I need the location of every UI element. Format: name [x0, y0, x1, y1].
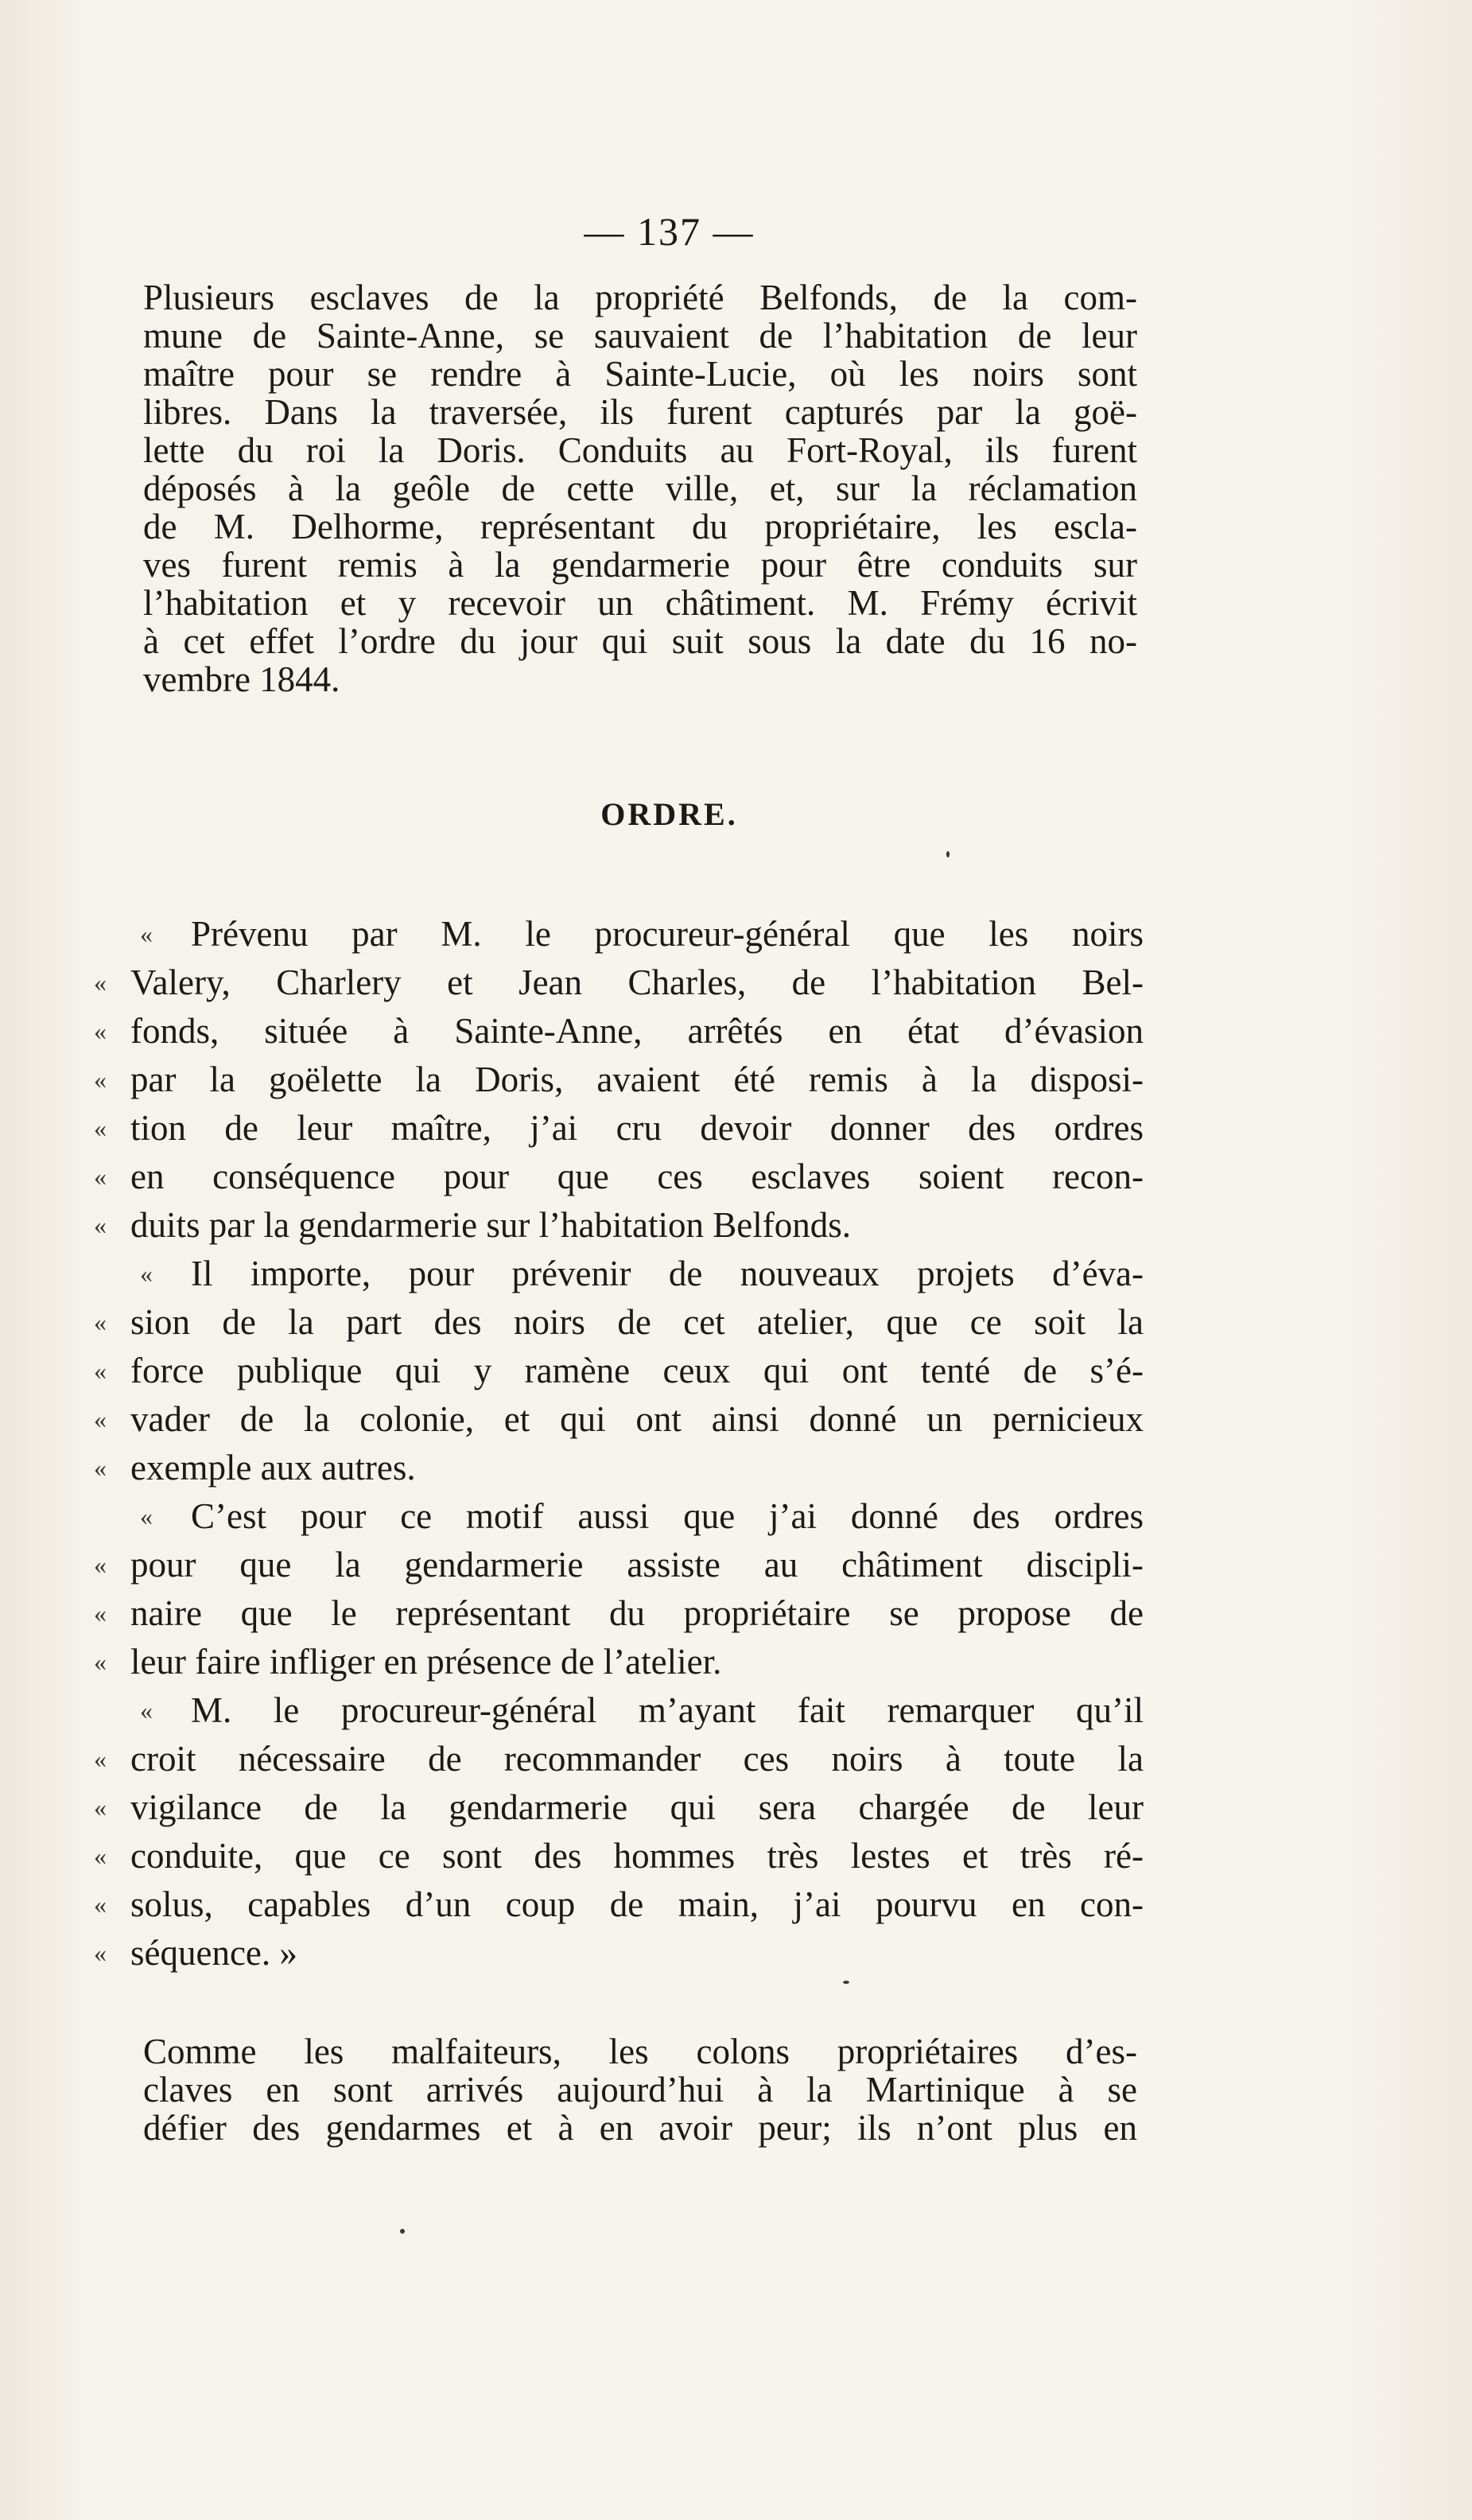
quote-line — [94, 1298, 1144, 1347]
quotation-mark: « — [94, 1793, 107, 1822]
quote-line-text: en conséquence pour que ces esclaves soient recon- — [130, 1157, 1144, 1196]
quote-line — [94, 1929, 1144, 1978]
text-line: de M. Delhorme, représentant du propriétaire, les escla- — [143, 507, 1137, 546]
quote-line — [94, 1007, 1144, 1056]
paragraph-conclusion — [143, 2032, 1137, 2147]
quote-line-text: Il importe, pour prévenir de nouveaux projets d’éva- — [191, 1254, 1144, 1293]
section-heading: ORDRE. — [600, 796, 738, 832]
quotation-mark: « — [94, 968, 107, 997]
quote-line-text: tion de leur maître, j’ai cru devoir donner des ordres — [130, 1108, 1144, 1148]
quote-line-text: séquence. » — [130, 1933, 297, 1973]
quotation-mark: « — [94, 1065, 107, 1094]
text-line: Comme les malfaiteurs, les colons propriétaires d’es- — [143, 2032, 1137, 2071]
quote-line — [94, 1250, 1144, 1298]
text-line: maître pour se rendre à Sainte-Lucie, où les noirs sont — [143, 354, 1137, 394]
quote-line-text: conduite, que ce sont des hommes très lestes et très ré- — [130, 1836, 1144, 1876]
quote-line-text: solus, capables d’un coup de main, j’ai pourvu en con- — [130, 1884, 1144, 1924]
text-line: à cet effet l’ordre du jour qui suit sous la date du 16 no- — [143, 621, 1137, 661]
quote-line-text: vigilance de la gendarmerie qui sera chargée de leur — [130, 1787, 1144, 1827]
quote-line — [94, 1492, 1144, 1541]
text-line: claves en sont arrivés aujourd’hui à la Martinique à se — [143, 2070, 1137, 2110]
quote-line — [94, 1783, 1144, 1832]
text-line: mune de Sainte-Anne, se sauvaient de l’habitation de leur — [143, 316, 1137, 356]
paragraph-intro — [143, 278, 1137, 698]
quotation-mark: « — [94, 1405, 107, 1433]
quote-line — [94, 1735, 1144, 1783]
quote-line — [94, 959, 1144, 1007]
quotation-mark: « — [94, 1453, 107, 1482]
quote-line-text: sion de la part des noirs de cet atelier, que ce soit la — [130, 1302, 1144, 1342]
quoted-order — [94, 910, 1144, 1978]
quote-line-text: M. le procureur-général m’ayant fait remarquer qu’il — [191, 1690, 1144, 1730]
quotation-mark: « — [94, 1211, 107, 1239]
quotation-mark: « — [94, 1162, 107, 1191]
quote-line-text: Valery, Charlery et Jean Charles, de l’habitation Bel- — [130, 962, 1144, 1002]
quotation-mark: « — [94, 1308, 107, 1336]
text-line: déposés à la geôle de cette ville, et, sur la réclamation — [143, 469, 1137, 508]
text-line: ves furent remis à la gendarmerie pour être conduits sur — [143, 545, 1137, 585]
quote-line-text: vader de la colonie, et qui ont ainsi donné un pernicieux — [130, 1399, 1144, 1439]
text-line: défier des gendarmes et à en avoir peur; ils n’ont plus en — [143, 2108, 1137, 2148]
quote-line — [94, 1056, 1144, 1104]
quote-line — [94, 910, 1144, 959]
quotation-mark: « — [94, 1841, 107, 1870]
quote-line — [94, 1638, 1144, 1686]
quotation-mark: « — [94, 1939, 107, 1967]
text-line: lette du roi la Doris. Conduits au Fort-Royal, ils furent — [143, 430, 1137, 470]
quote-line — [94, 1880, 1144, 1929]
quote-line — [94, 1832, 1144, 1880]
quotation-mark: « — [140, 1502, 153, 1530]
ink-speck — [400, 2229, 405, 2234]
quote-line-text: par la goëlette la Doris, avaient été remis à la disposi- — [130, 1060, 1144, 1099]
quotation-mark: « — [140, 1696, 153, 1725]
text-line: l’habitation et y recevoir un châtiment. M. Frémy écrivit — [143, 583, 1137, 623]
quote-line — [94, 1541, 1144, 1589]
quote-line-text: croit nécessaire de recommander ces noirs à toute la — [130, 1739, 1144, 1779]
quotation-mark: « — [94, 1744, 107, 1773]
quote-line-text: exemple aux autres. — [130, 1448, 416, 1488]
quote-line-text: naire que le représentant du propriétaire se propose de — [130, 1593, 1144, 1633]
quote-line — [94, 1589, 1144, 1638]
quote-line-text: Prévenu par M. le procureur-général que les noirs — [191, 914, 1144, 954]
quote-line-text: fonds, située à Sainte-Anne, arrêtés en état d’évasion — [130, 1011, 1144, 1051]
quotation-mark: « — [94, 1647, 107, 1676]
ink-speck — [946, 851, 950, 858]
quote-line-text: duits par la gendarmerie sur l’habitation Belfonds. — [130, 1205, 851, 1245]
text-line: libres. Dans la traversée, ils furent capturés par la goë- — [143, 392, 1137, 432]
ink-speck — [843, 1981, 849, 1984]
quote-line — [94, 1201, 1144, 1250]
quote-line-text: leur faire infliger en présence de l’atelier. — [130, 1642, 722, 1682]
quote-line-text: pour que la gendarmerie assiste au châtiment discipli- — [130, 1545, 1144, 1585]
quotation-mark: « — [94, 1550, 107, 1579]
quote-line-text: C’est pour ce motif aussi que j’ai donné des ordres — [191, 1496, 1144, 1536]
quote-line — [94, 1347, 1144, 1395]
quotation-mark: « — [94, 1890, 107, 1919]
quote-line — [94, 1444, 1144, 1492]
text-line: Plusieurs esclaves de la propriété Belfonds, de la com- — [143, 278, 1137, 317]
page-number: — 137 — — [584, 209, 755, 254]
quotation-mark: « — [94, 1356, 107, 1385]
quote-line-text: force publique qui y ramène ceux qui ont tenté de s’é- — [130, 1351, 1144, 1390]
quotation-mark: « — [94, 1599, 107, 1628]
quotation-mark: « — [140, 920, 153, 948]
quotation-mark: « — [140, 1259, 153, 1288]
text-line: vembre 1844. — [143, 659, 340, 699]
quote-line — [94, 1395, 1144, 1444]
quote-line — [94, 1153, 1144, 1201]
quotation-mark: « — [94, 1114, 107, 1142]
quotation-mark: « — [94, 1017, 107, 1045]
quote-line — [94, 1104, 1144, 1153]
quote-line — [94, 1686, 1144, 1735]
